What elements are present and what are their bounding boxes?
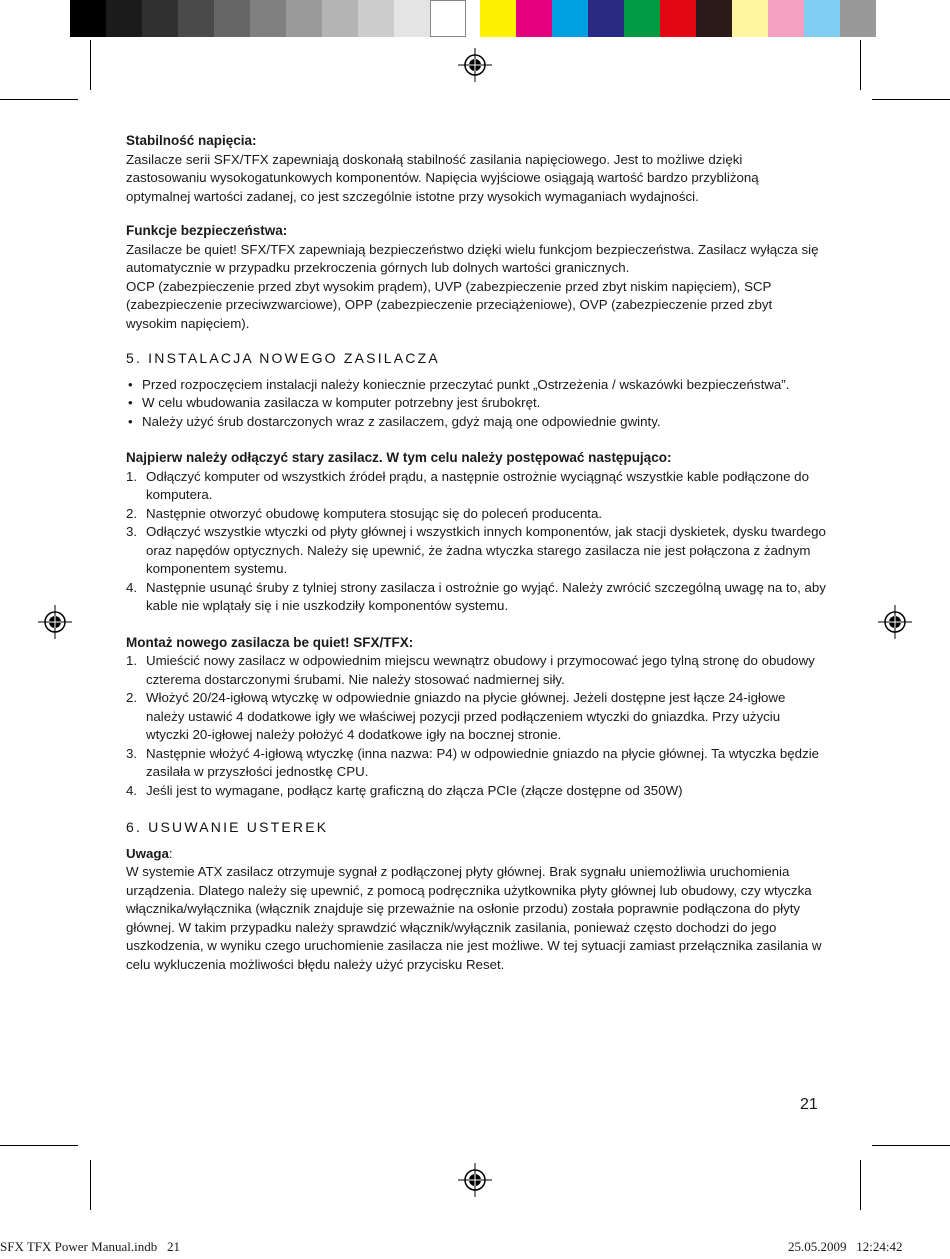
section-body: Zasilacze serii SFX/TFX zapewniają doskonałą stabilność zasilania napięciowego. Jest to możliwe dzięki zastosowaniu wysokogatunkowych komponentów. Napięcia wyjściowe osiągają wartość bardzo przybliżoną optymalnej wartości zadanej, co jest szczególnie istotne przy wysokich wymaganiach wydajności. <box>126 151 759 204</box>
registration-mark-icon <box>458 48 492 82</box>
step-text: Odłączyć komputer od wszystkich źródeł prądu, a następnie ostrożnie wyciągnąć wszystkie kable podłączone do komputera. <box>146 468 809 502</box>
section-body: W systemie ATX zasilacz otrzymuje sygnał z podłączonej płyty głównej. Brak sygnału uniemożliwia uruchomienia urządzenia. Dlatego należy się upewnić, z pomocą podręcznika użytkownika płyty głównej lub obudowy, czy wtyczka włącznika/wyłącznika (włącznik znajduje się przeważnie na osłonie przodu) została poprawnie podłączona do płyty głównej. W takim przypadku należy sprawdzić włącznik/wyłącznik zasilania, ponieważ często dochodzi do jego uszkodzenia, w wyniku czego uruchomienie zasilacza nie jest możliwe. W tej sytuacji zamiast przełącznika zasilania w celu wykluczenia możliwości błędu należy użyć przycisku Reset. <box>126 864 822 972</box>
registration-mark-icon <box>38 605 72 639</box>
list-item <box>126 745 826 782</box>
section-body: Zasilacze be quiet! SFX/TFX zapewniają bezpieczeństwo dzięki wielu funkcjom bezpieczeństwa. Zasilacz wyłącza się automatycznie w przypadku przekroczenia górnych lub dolnych wartości granicznych. <box>126 241 819 275</box>
step-text: Odłączyć wszystkie wtyczki od płyty głównej i wszystkich innych komponentów, jak stacji dyskietek, dysku twardego oraz napędów optycznych. Należy się upewnić, że żadna wtyczka starego zasilacza nie jest połączona z żadnym komponentem systemu. <box>146 524 826 576</box>
color-swatch <box>840 0 876 37</box>
print-slug-file: SFX TFX Power Manual.indb 21 <box>0 1239 180 1254</box>
crop-mark <box>872 1145 950 1146</box>
color-swatch <box>480 0 516 37</box>
list-item <box>126 505 826 524</box>
step-text: Następnie włożyć 4-igłową wtyczkę (inna nazwa: P4) w odpowiednie gniazdo na płycie głównej. Ta wtyczka będzie zasilała w przyszłości jednostkę CPU. <box>146 745 820 779</box>
color-swatch <box>430 0 466 37</box>
list-item <box>126 652 826 689</box>
color-swatch <box>516 0 552 37</box>
chapter-heading: 6. USUWANIE USTEREK <box>126 819 329 835</box>
list-item: • W celu wbudowania zasilacza w komputer potrzebny jest śrubokręt. <box>126 394 826 413</box>
note-label-colon: : <box>168 845 173 861</box>
list-item <box>126 689 826 745</box>
section-body: OCP (zabezpieczenie przed zbyt wysokim prądem), UVP (zabezpieczenie przed zbyt niskim napięciem), SCP (zabezpieczenie przeciwzwarciowe), OPP (zabezpieczenie przeciążeniowe), OVP (zabezpieczenie przed zbyt wysokim napięciem). <box>126 278 773 331</box>
crop-mark <box>90 1160 91 1210</box>
step-number: 4. <box>126 782 138 798</box>
step-text: Umieścić nowy zasilacz w odpowiednim miejscu wewnątrz obudowy i przymocować jego tylną stronę do obudowy czterema dostarczonymi śrubami. Nie należy stosować nadmiernej siły. <box>146 653 815 687</box>
section-stability <box>126 132 826 206</box>
print-slug-date: 25.05.2009 12:24:42 <box>788 1239 903 1254</box>
color-swatch <box>732 0 768 37</box>
step-number: 4. <box>126 579 138 595</box>
color-swatch <box>142 0 178 37</box>
step-text: Włożyć 20/24-igłową wtyczkę w odpowiednie gniazdo na płycie głównej. Jeżeli dostępne jest łącze 24-igłowe należy ustawić 4 dodatkowe igły we właściwej pozycji przed podłączeniem wtyczki do gniazdka. Przy użyciu wtyczki 20-igłowej należy położyć 4 dodatkowe igły na bocznej stronie. <box>146 690 786 742</box>
crop-mark <box>860 40 861 90</box>
color-swatch <box>588 0 624 37</box>
step-text: Jeśli jest to wymagane, podłącz kartę graficzną do złącza PCIe (złącze dostępne od 350W) <box>146 782 683 798</box>
section-title: Montaż nowego zasilacza be quiet! SFX/TFX: <box>126 634 414 650</box>
color-swatches <box>480 0 876 37</box>
color-swatch <box>768 0 804 37</box>
note-label-line <box>126 845 826 864</box>
page-number: 21 <box>800 1096 818 1113</box>
step-text: Następnie otworzyć obudowę komputera stosując się do poleceń producenta. <box>146 505 603 521</box>
chapter-heading: 5. INSTALACJA NOWEGO ZASILACZA <box>126 350 440 366</box>
section-safety <box>126 222 826 333</box>
color-swatch <box>322 0 358 37</box>
list-item <box>126 523 826 579</box>
registration-mark-icon <box>878 605 912 639</box>
color-swatch <box>106 0 142 37</box>
color-swatch <box>178 0 214 37</box>
list-item <box>126 782 826 801</box>
remove-steps-list <box>126 468 826 616</box>
section-title: Funkcje bezpieczeństwa: <box>126 223 288 238</box>
registration-mark-icon <box>458 1163 492 1197</box>
crop-mark <box>860 1160 861 1210</box>
crop-mark <box>0 1145 78 1146</box>
list-item <box>126 579 826 616</box>
install-bullet-list <box>126 376 826 432</box>
color-swatch <box>660 0 696 37</box>
step-number: 1. <box>126 468 138 484</box>
color-swatch <box>552 0 588 37</box>
color-swatch <box>70 0 106 37</box>
color-swatch <box>358 0 394 37</box>
color-swatch <box>286 0 322 37</box>
mount-steps-list <box>126 652 826 800</box>
list-item <box>126 468 826 505</box>
color-swatch <box>624 0 660 37</box>
color-swatch <box>214 0 250 37</box>
step-number: 3. <box>126 745 138 761</box>
step-number: 2. <box>126 690 138 705</box>
color-swatch <box>804 0 840 37</box>
note-label: Uwaga <box>126 845 169 861</box>
step-text: Następnie usunąć śruby z tylniej strony zasilacza i ostrożnie go wyjąć. Należy zwrócić szczególną uwagę na to, aby kable nie wplątały się i nie uszkodziły komponentów systemu. <box>146 579 826 613</box>
list-item: • Należy użyć śrub dostarczonych wraz z zasilaczem, gdyż mają one odpowiednie gwinty. <box>126 413 826 432</box>
section-title: Stabilność napięcia: <box>126 133 257 148</box>
grayscale-swatches <box>70 0 466 37</box>
color-swatch <box>696 0 732 37</box>
step-number: 3. <box>126 524 138 539</box>
step-number: 2. <box>126 505 138 521</box>
color-swatch <box>394 0 430 37</box>
crop-mark <box>872 99 950 100</box>
step-number: 1. <box>126 653 138 668</box>
color-swatch <box>250 0 286 37</box>
crop-mark <box>0 99 78 100</box>
crop-mark <box>90 40 91 90</box>
color-calibration-bar <box>70 0 876 37</box>
section-title: Najpierw należy odłączyć stary zasilacz. W tym celu należy postępować następująco: <box>126 450 672 465</box>
page-content <box>126 132 826 974</box>
list-item: • Przed rozpoczęciem instalacji należy koniecznie przeczytać punkt „Ostrzeżenia / wskazówki bezpieczeństwa”. <box>126 376 826 395</box>
